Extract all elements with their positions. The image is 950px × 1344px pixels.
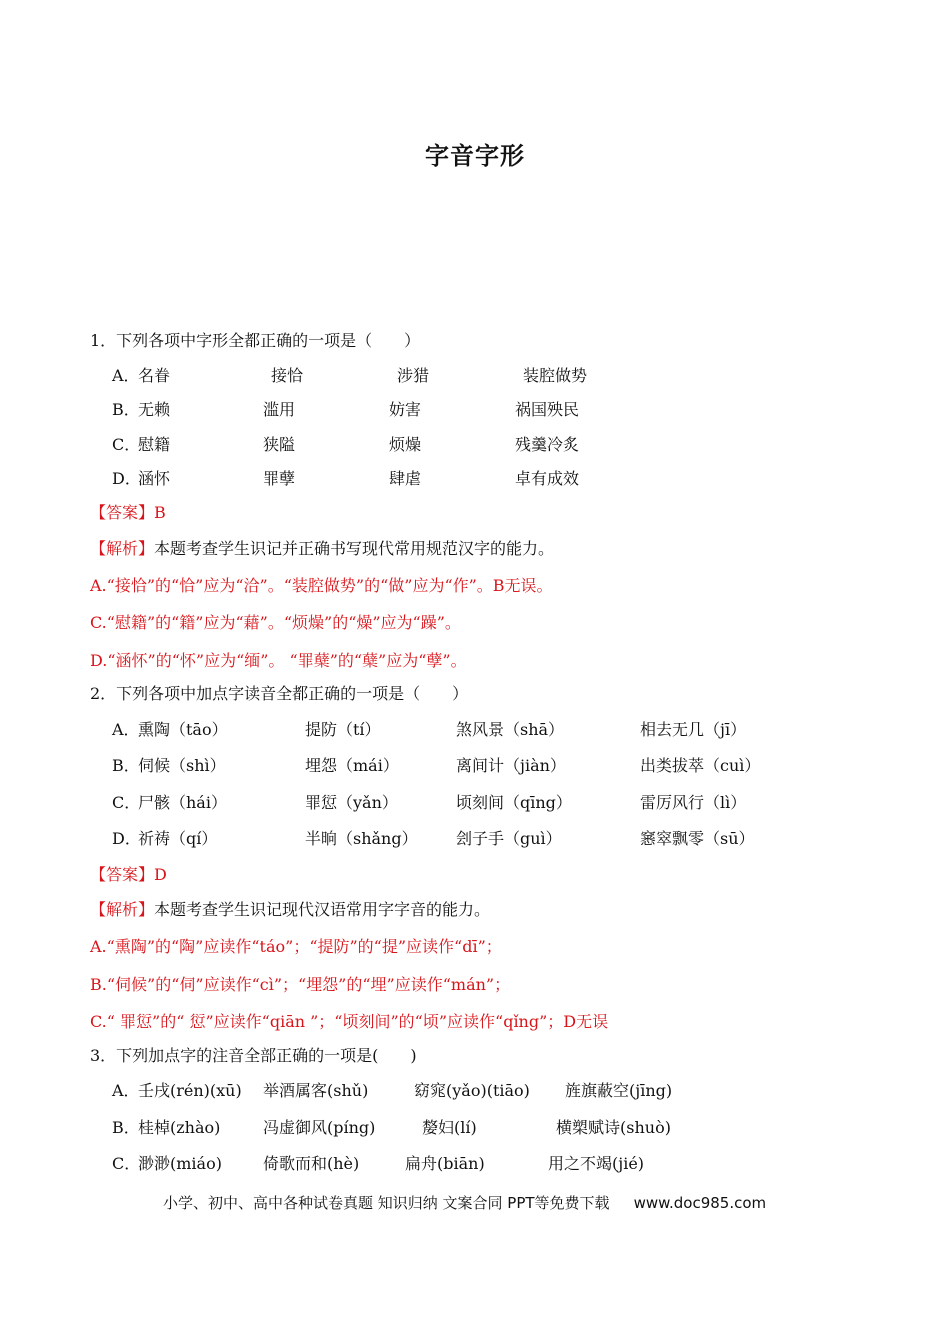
q1-stem: 1．下列各项中字形全都正确的一项是（ ） (90, 331, 421, 350)
q1-note-3: D.“涵怀”的“怀”应为“缅”。 “罪蘖”的“蘖”应为“孽”。 (90, 651, 467, 670)
q2-answer-tag: 【答案】 (90, 865, 155, 884)
q3-option-c-label: C． (112, 1154, 141, 1173)
q2-analysis-tag: 【解析】 (90, 900, 155, 919)
q2-option-c-item-4: 雷厉风行（lì） (640, 793, 747, 812)
q1-analysis-text: 本题考查学生识记并正确书写现代常用规范汉字的能力。 (154, 539, 555, 558)
q2-option-c-item-2: 罪愆（yǎn） (305, 793, 398, 812)
q1-option-c-item-2: 狭隘 (263, 435, 296, 454)
q1-option-a-item-1: 名眷 (138, 366, 171, 385)
page-footer (163, 1192, 766, 1213)
q1-option-b-label: B． (112, 400, 140, 419)
q3-option-a-item-3: 窈窕(yǎo)(tiāo) (414, 1081, 530, 1100)
q1-option-d-label: D． (112, 469, 141, 488)
q3-option-a-label: A． (112, 1081, 140, 1100)
q1-note-1: A.“接恰”的“恰”应为“洽”。“装腔做势”的“做”应为“作”。B无误。 (90, 576, 553, 595)
q2-option-a-item-4: 相去无几（jī） (640, 720, 747, 739)
q3-option-a-item-1: 壬戌(rén)(xū) (138, 1081, 242, 1100)
q2-note-2: B.“伺候”的“伺”应读作“cì”；“埋怨”的“埋”应读作“mán”； (90, 975, 511, 994)
q1-note-2: C.“慰籍”的“籍”应为“藉”。“烦燥”的“燥”应为“躁”。 (90, 613, 461, 632)
q2-answer (90, 864, 167, 886)
footer-url[interactable]: www.doc985.com (633, 1194, 767, 1212)
q3-option-b-item-1: 桂棹(zhào) (138, 1118, 221, 1137)
q2-answer-value: D (154, 865, 167, 884)
q1-option-a-item-2: 接恰 (271, 366, 304, 385)
q1-answer (90, 502, 166, 524)
q3-option-a-item-2: 举酒属客(shǔ) (263, 1081, 369, 1100)
q2-option-a-item-1: 熏陶（tāo） (138, 720, 228, 739)
q1-option-b-item-1: 无赖 (138, 400, 171, 419)
q1-option-a-item-4: 装腔做势 (523, 366, 588, 385)
q3-option-c-item-4: 用之不竭(jié) (548, 1154, 645, 1173)
q2-option-b-item-1: 伺候（shì） (138, 756, 226, 775)
q1-option-d-item-4: 卓有成效 (515, 469, 580, 488)
q2-option-d-item-2: 半晌（shǎng） (305, 829, 418, 848)
q2-option-d-label: D． (112, 829, 141, 848)
q1-option-b-item-3: 妨害 (389, 400, 422, 419)
q2-option-b-item-4: 出类拔萃（cuì） (640, 756, 761, 775)
q1-option-a-item-3: 涉猎 (397, 366, 430, 385)
q1-option-c-item-1: 慰籍 (138, 435, 171, 454)
q2-option-b-label: B． (112, 756, 140, 775)
q2-option-c-label: C． (112, 793, 141, 812)
q2-option-d-item-1: 祈祷（qí） (138, 829, 218, 848)
q1-option-a-label: A． (112, 366, 140, 385)
q1-answer-value: B (154, 503, 166, 522)
q1-answer-tag: 【答案】 (90, 503, 155, 522)
q1-option-c-label: C． (112, 435, 141, 454)
q3-option-a-item-4: 旌旗蔽空(jīng) (565, 1081, 673, 1100)
q1-option-c-item-4: 残羹冷炙 (515, 435, 580, 454)
q2-option-b-item-2: 埋怨（mái） (305, 756, 399, 775)
q2-option-d-item-4: 窸窣飘零（sū） (640, 829, 755, 848)
q2-analysis-text: 本题考查学生识记现代汉语常用字字音的能力。 (154, 900, 491, 919)
q3-option-b-label: B． (112, 1118, 140, 1137)
q2-analysis (90, 899, 490, 921)
q1-option-b-item-4: 祸国殃民 (515, 400, 580, 419)
q2-stem: 2．下列各项中加点字读音全都正确的一项是（ ） (90, 684, 469, 703)
q2-option-b-item-3: 离间计（jiàn） (456, 756, 566, 775)
q3-option-c-item-1: 渺渺(miáo) (138, 1154, 222, 1173)
q3-option-c-item-2: 倚歌而和(hè) (263, 1154, 360, 1173)
q2-option-a-item-3: 煞风景（shā） (456, 720, 565, 739)
q2-note-3: C.“ 罪愆”的“ 愆”应读作“qiān ”；“顷刻间”的“顷”应读作“qǐng”；D无误 (90, 1012, 609, 1031)
q2-option-a-item-2: 提防（tí） (305, 720, 381, 739)
q1-option-d-item-2: 罪孽 (263, 469, 296, 488)
q3-option-b-item-4: 横槊赋诗(shuò) (556, 1118, 671, 1137)
q2-option-a-label: A． (112, 720, 140, 739)
q1-analysis-tag: 【解析】 (90, 539, 155, 558)
q3-option-b-item-2: 冯虚御风(píng) (263, 1118, 376, 1137)
q1-option-c-item-3: 烦燥 (389, 435, 422, 454)
q1-option-d-item-3: 肆虐 (389, 469, 422, 488)
q1-option-d-item-1: 涵怀 (138, 469, 171, 488)
q3-option-b-item-3: 嫠妇(lí) (422, 1118, 477, 1137)
q2-note-1: A.“熏陶”的“陶”应读作“táo”；“提防”的“提”应读作“dī”； (90, 937, 502, 956)
q2-option-c-item-3: 顷刻间（qīng） (456, 793, 572, 812)
q1-analysis (90, 538, 554, 560)
q2-option-d-item-3: 刽子手（guì） (456, 829, 562, 848)
q3-stem: 3．下列加点字的注音全部正确的一项是( ) (90, 1046, 417, 1065)
q1-option-b-item-2: 滥用 (263, 400, 296, 419)
page-title: 字音字形 (425, 142, 525, 170)
footer-text: 小学、初中、高中各种试卷真题 知识归纳 文案合同 PPT等免费下载 (163, 1194, 610, 1212)
q2-option-c-item-1: 尸骸（hái） (138, 793, 227, 812)
q3-option-c-item-3: 扁舟(biān) (405, 1154, 485, 1173)
